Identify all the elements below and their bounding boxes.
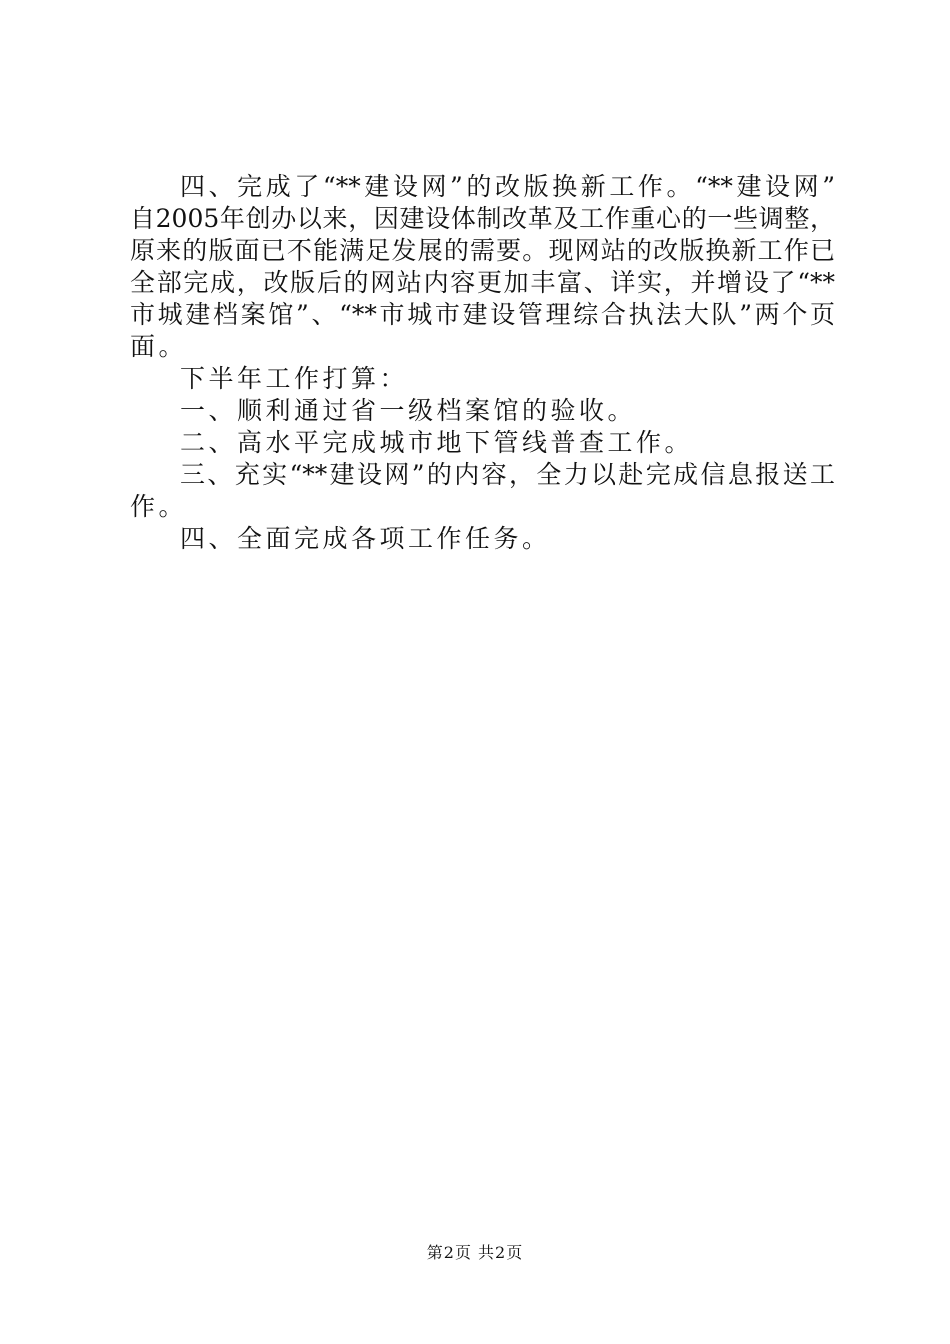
list-item: 二、高水平完成城市地下管线普查工作。 [180,428,694,457]
paragraph-line: 自2005年创办以来，因建设体制改革及工作重心的一些调整， [130,204,835,233]
page-number-footer: 第2页 共2页 [426,1243,524,1262]
paragraph-line: 原来的版面已不能满足发展的需要。现网站的改版换新工作已 [130,236,835,265]
paragraph-line: 全部完成，改版后的网站内容更加丰富、详实，并增设了“** [130,268,835,297]
paragraph-line: 市城建档案馆”、“**市城市建设管理综合执法大队”两个页 [130,300,835,329]
list-item-continuation: 作。 [130,492,188,521]
section-heading: 下半年工作打算： [180,364,409,393]
list-item: 四、全面完成各项工作任务。 [180,524,551,553]
list-item: 一、顺利通过省一级档案馆的验收。 [180,396,637,425]
paragraph-line: 四、完成了“**建设网”的改版换新工作。“**建设网” [180,172,835,201]
document-body [130,171,835,555]
paragraph-line: 面。 [130,332,188,361]
list-item: 三、充实“**建设网”的内容，全力以赴完成信息报送工 [180,460,835,489]
